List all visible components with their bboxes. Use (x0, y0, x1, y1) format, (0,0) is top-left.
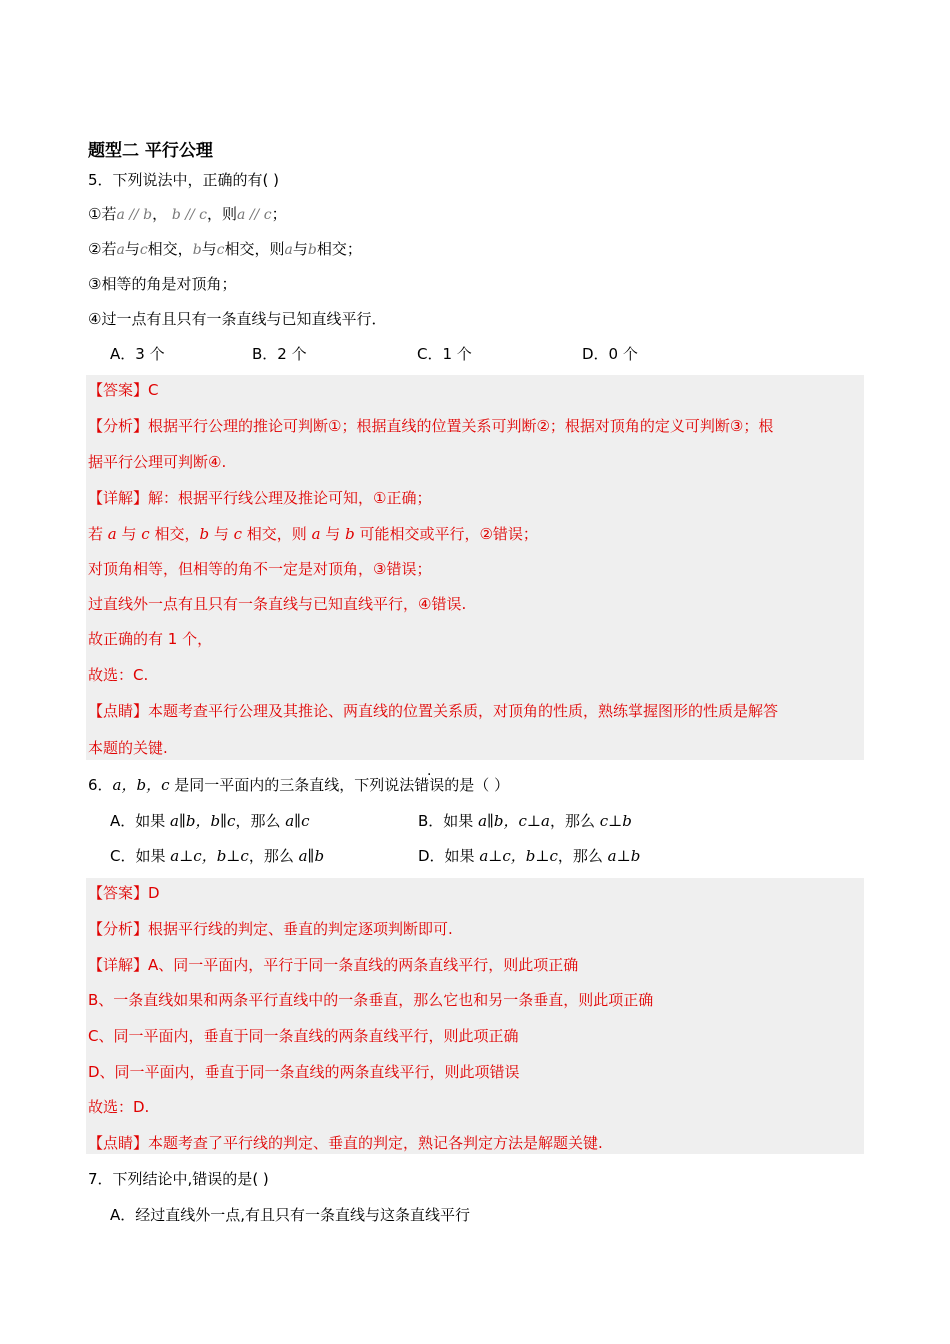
q5-stem: 5．下列说法中，正确的有( ) (88, 171, 280, 189)
q5-d2-t2: 与 (116, 525, 142, 543)
q5-d2-var-c2: c (233, 525, 243, 543)
q5-d2-t7: 可能相交或平行，②错误； (354, 525, 538, 543)
q5-s2-var-a2: a (284, 242, 293, 258)
q5-s2-var-b: b (192, 242, 202, 258)
q5-s2-pre: ②若 (88, 240, 117, 258)
q6-opt-c-math2: a∥b (298, 847, 325, 865)
q6-stem (88, 775, 509, 795)
q6-detail-line-5: 故选：D. (88, 1098, 150, 1116)
q5-detail-line-5: 故正确的有 1 个， (88, 630, 213, 648)
q6-option-b (418, 811, 632, 831)
q6-stem-emphasis: 错误 (414, 776, 445, 794)
q5-s2-t5: 与 (292, 240, 308, 258)
q5-detail-line-6: 故选：C. (88, 666, 149, 684)
q5-comment-line-1: 【点睛】本题考查平行公理及其推论、两直线的位置关系质，对顶角的性质，熟练掌握图形的性质是解答 (88, 702, 779, 720)
q6-opt-b-math2: c⊥b (599, 812, 632, 830)
q5-detail-line-4: 过直线外一点有且只有一条直线与已知直线平行，④错误. (88, 595, 467, 613)
q5-s1-mid: ， (152, 205, 172, 223)
q6-detail-line-4: D、同一平面内，垂直于同一条直线的两条直线平行，则此项错误 (88, 1063, 520, 1081)
q5-detail-line-1: 【详解】解：根据平行线公理及推论可知，①正确； (88, 489, 432, 507)
q5-s1-math-2: b // c (171, 207, 208, 223)
q5-s1-math-3: a // c (237, 207, 272, 223)
q6-opt-c-math: a⊥c，b⊥c (170, 847, 249, 865)
q6-opt-b-label: B．如果 (418, 812, 479, 830)
q5-option-d: D．0 个 (582, 345, 638, 363)
q7-stem: 7．下列结论中,错误的是( ) (88, 1170, 269, 1188)
q6-opt-d-math2: a⊥b (607, 847, 641, 865)
q6-opt-a-math2: a∥c (285, 812, 310, 830)
q6-opt-d-mid: ，那么 (557, 847, 608, 865)
q5-statement-2 (88, 239, 362, 260)
q5-s2-var-b2: b (307, 242, 317, 258)
q6-opt-a-mid: ，那么 (235, 812, 286, 830)
q6-answer: 【答案】D (88, 884, 160, 902)
q5-option-a: A．3 个 (110, 345, 165, 363)
q6-opt-d-label: D．如果 (418, 847, 480, 865)
q6-stem-pre: 6． (88, 776, 113, 794)
q5-d2-var-a: a (107, 525, 117, 543)
q7-option-a: A．经过直线外一点,有且只有一条直线与这条直线平行 (110, 1206, 471, 1224)
q5-analysis-line-1: 【分析】根据平行公理的推论可判断①；根据直线的位置关系可判断②；根据对顶角的定义可判断③；根 (88, 417, 774, 435)
q6-option-a (110, 811, 310, 831)
q6-opt-c-mid: ，那么 (248, 847, 299, 865)
q5-s1-pre: ①若 (88, 205, 117, 223)
q6-detail-line-1: 【详解】A、同一平面内，平行于同一条直线的两条直线平行，则此项正确 (88, 956, 579, 974)
q5-s1-mid2: ，则 (207, 205, 238, 223)
q5-d2-var-c: c (141, 525, 150, 543)
q6-detail-line-2: B、一条直线如果和两条平行直线中的一条垂直，那么它也和另一条垂直，则此项正确 (88, 991, 654, 1009)
q6-opt-d-math: a⊥c，b⊥c (479, 847, 558, 865)
q5-d2-t4: 与 (209, 525, 234, 543)
q6-opt-c-label: C．如果 (110, 847, 171, 865)
q5-option-c: C．1 个 (417, 345, 472, 363)
q5-s2-var-c2: c (216, 242, 225, 258)
q5-d2-t1: 若 (88, 525, 108, 543)
q5-s2-t4: 相交，则 (224, 240, 285, 258)
q6-detail-line-3: C、同一平面内，垂直于同一条直线的两条直线平行，则此项正确 (88, 1027, 519, 1045)
q5-detail-line-3: 对顶角相等，但相等的角不一定是对顶角，③错误； (88, 560, 432, 578)
q5-d2-t6: 与 (320, 525, 346, 543)
q5-s2-t6: 相交； (316, 240, 362, 258)
q5-d2-var-b2: b (345, 525, 355, 543)
q5-option-b: B．2 个 (252, 345, 307, 363)
q6-comment: 【点睛】本题考查了平行线的判定、垂直的判定，熟记各判定方法是解题关键. (88, 1134, 603, 1152)
q5-d2-var-b: b (199, 525, 210, 543)
q5-s1-post: ； (271, 205, 287, 223)
q5-answer: 【答案】C (88, 381, 159, 399)
q6-analysis: 【分析】根据平行线的判定、垂直的判定逐项判断即可. (88, 920, 453, 938)
q5-s2-t1: 与 (124, 240, 140, 258)
q5-s2-t2: 相交， (147, 240, 193, 258)
q5-detail-line-2 (88, 524, 538, 544)
q5-s2-t3: 与 (201, 240, 217, 258)
q5-analysis-line-2: 据平行公理可判断④. (88, 453, 227, 471)
q5-statement-4: ④过一点有且只有一条直线与已知直线平行． (88, 310, 387, 328)
q6-option-c (110, 846, 324, 866)
q6-stem-vars: a，b，c (112, 776, 170, 794)
q5-s1-math-1: a // b (116, 207, 153, 223)
q5-s2-var-a: a (116, 242, 125, 258)
q6-stem-mid: 是同一平面内的三条直线，下列说法 (169, 776, 415, 794)
q6-opt-b-mid: ，那么 (550, 812, 600, 830)
q5-comment-line-2: 本题的关键. (88, 739, 168, 757)
q6-stem-post: 的是（ ） (444, 776, 510, 794)
q6-option-d (418, 846, 640, 866)
q5-statement-3: ③相等的角是对顶角； (88, 275, 237, 293)
q5-d2-t3: 相交， (149, 525, 200, 543)
q6-opt-b-math: a∥b，c⊥a (478, 812, 550, 830)
q5-d2-var-a2: a (311, 525, 321, 543)
q5-statement-1 (88, 204, 287, 225)
q6-opt-a-label: A．如果 (110, 812, 171, 830)
q5-s2-var-c: c (139, 242, 148, 258)
q5-d2-t5: 相交，则 (242, 525, 312, 543)
section-title: 题型二 平行公理 (88, 141, 213, 161)
q6-opt-a-math: a∥b，b∥c (170, 812, 236, 830)
